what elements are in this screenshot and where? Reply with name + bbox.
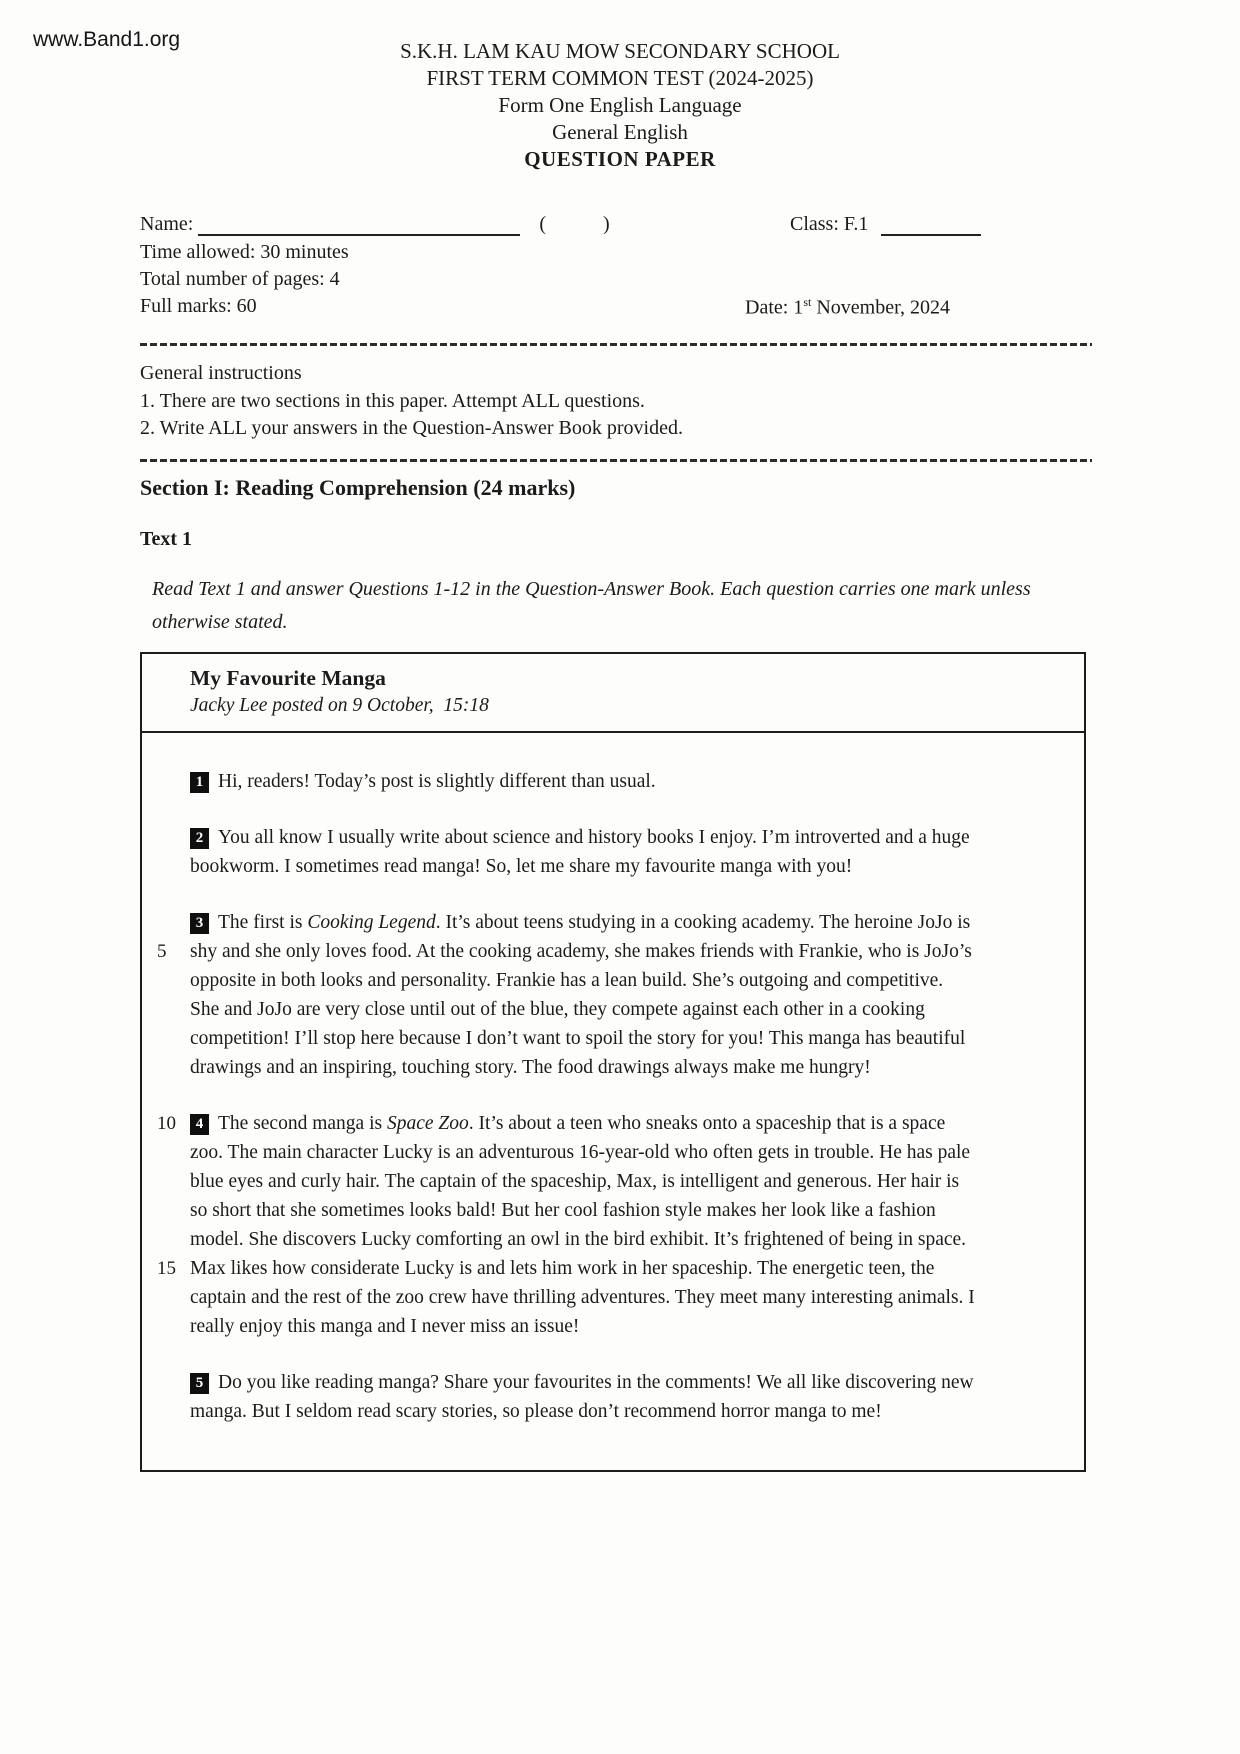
passage-paragraph [152, 823, 1058, 881]
class-row [790, 213, 981, 236]
section-title: Section I: Reading Comprehension (24 marks) [140, 474, 576, 500]
margin-line-number [152, 1196, 190, 1225]
passage-paragraph [152, 908, 1058, 1082]
passage-line: She and JoJo are very close until out of the blue, they compete against each other in a cooking [190, 998, 925, 1020]
reading-instruction [152, 573, 1120, 639]
passage-line: captain and the rest of the zoo crew have thrilling adventures. They meet many interesting animals. I [190, 1286, 975, 1308]
paragraph-number-badge: 2 [190, 828, 209, 849]
margin-line-number [152, 1225, 190, 1254]
passage-line: really enjoy this manga and I never miss an issue! [190, 1315, 580, 1337]
margin-line-number: 5 [157, 940, 167, 962]
passage-line: opposite in both looks and personality. Frankie has a lean build. She’s outgoing and competitive. [190, 969, 944, 991]
paper-type: QUESTION PAPER [524, 147, 716, 171]
passage-paragraph [152, 1368, 1058, 1426]
divider-dashed-top [140, 343, 1092, 346]
passage-line: 3 The first is Cooking Legend. It’s about teens studying in a cooking academy. The heroine JoJo is [190, 908, 1058, 937]
passage-line: 5 Do you like reading manga? Share your favourites in the comments! We all like discovering new [190, 1368, 1058, 1397]
class-label: Class: F.1 [790, 213, 869, 235]
margin-line-number [152, 1167, 190, 1196]
paragraph-number-badge: 3 [190, 913, 209, 934]
margin-line-number [152, 1138, 190, 1167]
passage-line: so short that she sometimes looks bald! But her cool fashion style makes her look like a fashion [190, 1199, 936, 1221]
reading-instruction-line: otherwise stated. [152, 610, 288, 633]
total-pages: Total number of pages: 4 [140, 268, 340, 290]
passage-line: 2 You all know I usually write about science and history books I enjoy. I’m introverted and a huge [190, 823, 1058, 852]
margin-line-number [152, 995, 190, 1024]
margin-line-number [152, 1397, 190, 1426]
passage-line: blue eyes and curly hair. The captain of the spaceship, Max, is intelligent and generous. Her hair is [190, 1170, 960, 1192]
paper-header [0, 0, 1240, 173]
paragraph-number-badge: 4 [190, 1114, 209, 1135]
passage-box [140, 652, 1086, 1472]
date-prefix: Date: 1 [745, 296, 804, 319]
class-number-paren-open: ( [539, 213, 546, 235]
margin-line-number [152, 823, 190, 852]
time-allowed: Time allowed: 30 minutes [140, 241, 349, 263]
text1-label: Text 1 [140, 527, 193, 550]
passage-header [142, 654, 1084, 733]
reading-instruction-line: Read Text 1 and answer Questions 1-12 in the Question-Answer Book. Each question carries one mark unless [152, 577, 1031, 600]
margin-line-number [152, 1053, 190, 1082]
name-blank [198, 214, 520, 236]
name-label: Name: [140, 213, 194, 235]
test-title: FIRST TERM COMMON TEST (2024-2025) [426, 66, 814, 90]
margin-line-number [152, 966, 190, 995]
margin-line-number: 15 [157, 1257, 176, 1279]
full-marks: Full marks: 60 [140, 295, 257, 317]
paragraph-number-badge: 1 [190, 772, 209, 793]
margin-line-number [152, 767, 190, 796]
instruction-item: 1. There are two sections in this paper. Attempt ALL questions. [140, 389, 645, 412]
name-row [140, 213, 610, 236]
margin-line-number [152, 1024, 190, 1053]
margin-line-number [152, 908, 190, 937]
passage-paragraph [152, 1109, 1058, 1341]
form-subject: Form One English Language [498, 93, 742, 117]
date [745, 295, 950, 320]
passage-line: Max likes how considerate Lucky is and lets him work in her spaceship. The energetic teen, the [190, 1257, 935, 1279]
watermark: www.Band1.org [33, 28, 181, 51]
passage-line: 1 Hi, readers! Today’s post is slightly different than usual. [190, 767, 1058, 796]
general-instructions [140, 360, 1092, 443]
subject-name: General English [552, 120, 688, 144]
class-blank [881, 214, 981, 236]
passage-line: bookworm. I sometimes read manga! So, let me share my favourite manga with you! [190, 855, 853, 877]
margin-line-number [152, 1283, 190, 1312]
passage-title: My Favourite Manga [190, 665, 386, 690]
margin-line-number [152, 1312, 190, 1341]
passage-line: model. She discovers Lucky comforting an owl in the bird exhibit. It’s frightened of being in space. [190, 1228, 967, 1250]
passage-line: zoo. The main character Lucky is an adventurous 16-year-old who often gets in trouble. He has pale [190, 1141, 971, 1163]
passage-body [142, 733, 1084, 1470]
passage-line: 4 The second manga is Space Zoo. It’s about a teen who sneaks onto a spaceship that is a space [190, 1109, 1058, 1138]
passage-line: shy and she only loves food. At the cooking academy, she makes friends with Frankie, who is JoJo’s [190, 940, 972, 962]
margin-line-number [152, 1368, 190, 1397]
instruction-item: 2. Write ALL your answers in the Question-Answer Book provided. [140, 417, 683, 439]
passage-byline: Jacky Lee posted on 9 October, 15:18 [190, 694, 489, 716]
passage-paragraph [152, 767, 1058, 796]
passage-line: manga. But I seldom read scary stories, so please don’t recommend horror manga to me! [190, 1400, 882, 1422]
candidate-info [0, 213, 1240, 325]
date-suffix: November, 2024 [811, 296, 950, 319]
instructions-title: General instructions [140, 362, 302, 384]
divider-dashed-bottom [140, 459, 1092, 462]
school-name: S.K.H. LAM KAU MOW SECONDARY SCHOOL [400, 39, 840, 63]
passage-line: drawings and an inspiring, touching story. The food drawings always make me hungry! [190, 1056, 871, 1078]
margin-line-number [152, 852, 190, 881]
passage-line: competition! I’ll stop here because I don’t want to spoil the story for you! This manga has beautiful [190, 1027, 966, 1049]
date-ordinal: st [803, 295, 812, 309]
class-number-paren-close: ) [602, 213, 610, 235]
margin-line-number: 10 [157, 1112, 176, 1134]
paragraph-number-badge: 5 [190, 1373, 209, 1394]
